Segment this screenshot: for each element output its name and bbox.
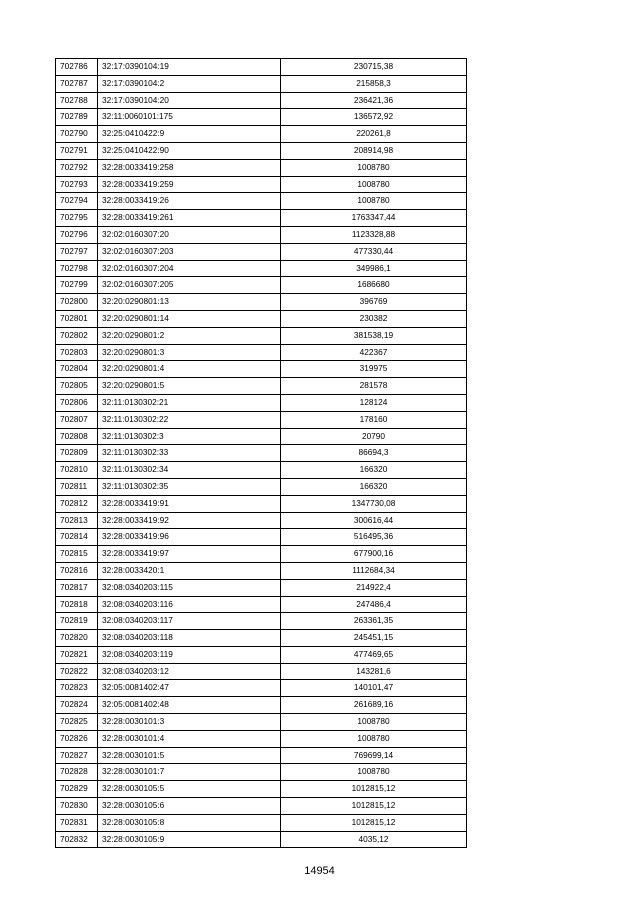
cadastral-number-cell: 32:02:0160307:205 — [98, 277, 281, 294]
cadastral-value-cell: 178160 — [281, 411, 467, 428]
cadastral-number-cell: 32:11:0130302:22 — [98, 411, 281, 428]
table-row — [56, 529, 467, 546]
table-row — [56, 630, 467, 647]
cadastral-number-cell: 32:28:0033419:91 — [98, 495, 281, 512]
table-row — [56, 109, 467, 126]
table-row — [56, 411, 467, 428]
table-row — [56, 142, 467, 159]
cadastral-number-cell: 32:25:0410422:90 — [98, 142, 281, 159]
row-number-cell: 702808 — [56, 428, 98, 445]
cadastral-number-cell: 32:20:0290801:5 — [98, 378, 281, 395]
cadastral-number-cell: 32:28:0033419:261 — [98, 210, 281, 227]
cadastral-number-cell: 32:11:0130302:33 — [98, 445, 281, 462]
cadastral-value-cell: 86694,3 — [281, 445, 467, 462]
row-number-cell: 702818 — [56, 596, 98, 613]
cadastral-value-cell: 1012815,12 — [281, 798, 467, 815]
cadastral-number-cell: 32:28:0030101:5 — [98, 747, 281, 764]
cadastral-value-cell: 516495,36 — [281, 529, 467, 546]
table-row — [56, 697, 467, 714]
row-number-cell: 702806 — [56, 394, 98, 411]
cadastral-number-cell: 32:08:0340203:117 — [98, 613, 281, 630]
cadastral-number-cell: 32:28:0033419:97 — [98, 546, 281, 563]
row-number-cell: 702797 — [56, 243, 98, 260]
cadastral-value-cell: 245451,15 — [281, 630, 467, 647]
cadastral-value-cell: 208914,98 — [281, 142, 467, 159]
table-row — [56, 462, 467, 479]
table-row — [56, 75, 467, 92]
table-row — [56, 714, 467, 731]
cadastral-value-cell: 1012815,12 — [281, 814, 467, 831]
cadastral-number-cell: 32:28:0030105:8 — [98, 814, 281, 831]
cadastral-number-cell: 32:28:0030101:4 — [98, 730, 281, 747]
cadastral-value-cell: 319975 — [281, 361, 467, 378]
cadastral-number-cell: 32:08:0340203:116 — [98, 596, 281, 613]
table-row — [56, 798, 467, 815]
cadastral-value-cell: 215858,3 — [281, 75, 467, 92]
row-number-cell: 702825 — [56, 714, 98, 731]
table-row — [56, 394, 467, 411]
table-row — [56, 126, 467, 143]
cadastral-number-cell: 32:11:0130302:34 — [98, 462, 281, 479]
table-row — [56, 243, 467, 260]
table-row — [56, 562, 467, 579]
table-row — [56, 193, 467, 210]
row-number-cell: 702813 — [56, 512, 98, 529]
table-row — [56, 781, 467, 798]
table-row — [56, 730, 467, 747]
table-row — [56, 92, 467, 109]
row-number-cell: 702827 — [56, 747, 98, 764]
table-row — [56, 294, 467, 311]
row-number-cell: 702814 — [56, 529, 98, 546]
row-number-cell: 702828 — [56, 764, 98, 781]
row-number-cell: 702796 — [56, 226, 98, 243]
table-row — [56, 226, 467, 243]
cadastral-value-cell: 140101,47 — [281, 680, 467, 697]
cadastral-number-cell: 32:11:0130302:35 — [98, 478, 281, 495]
cadastral-value-cell: 136572,92 — [281, 109, 467, 126]
table-row — [56, 680, 467, 697]
cadastral-value-cell: 677900,16 — [281, 546, 467, 563]
cadastral-number-cell: 32:17:0390104:2 — [98, 75, 281, 92]
cadastral-value-cell: 1008780 — [281, 730, 467, 747]
cadastral-value-cell: 230715,38 — [281, 59, 467, 76]
cadastral-number-cell: 32:20:0290801:13 — [98, 294, 281, 311]
row-number-cell: 702793 — [56, 176, 98, 193]
cadastral-value-cell: 477469,65 — [281, 646, 467, 663]
cadastral-number-cell: 32:28:0033419:259 — [98, 176, 281, 193]
row-number-cell: 702810 — [56, 462, 98, 479]
table-row — [56, 764, 467, 781]
table-row — [56, 663, 467, 680]
cadastral-number-cell: 32:11:0060101:175 — [98, 109, 281, 126]
cadastral-value-cell: 166320 — [281, 478, 467, 495]
cadastral-value-cell: 214922,4 — [281, 579, 467, 596]
cadastral-number-cell: 32:17:0390104:19 — [98, 59, 281, 76]
cadastral-number-cell: 32:02:0160307:20 — [98, 226, 281, 243]
cadastral-value-cell: 1008780 — [281, 764, 467, 781]
table-row — [56, 512, 467, 529]
cadastral-number-cell: 32:28:0033419:26 — [98, 193, 281, 210]
row-number-cell: 702823 — [56, 680, 98, 697]
cadastral-value-cell: 1012815,12 — [281, 781, 467, 798]
row-number-cell: 702790 — [56, 126, 98, 143]
row-number-cell: 702789 — [56, 109, 98, 126]
cadastral-value-cell: 422367 — [281, 344, 467, 361]
table-row — [56, 428, 467, 445]
cadastral-number-cell: 32:28:0030105:6 — [98, 798, 281, 815]
row-number-cell: 702799 — [56, 277, 98, 294]
cadastral-number-cell: 32:20:0290801:4 — [98, 361, 281, 378]
row-number-cell: 702815 — [56, 546, 98, 563]
cadastral-value-cell: 477330,44 — [281, 243, 467, 260]
row-number-cell: 702816 — [56, 562, 98, 579]
cadastral-number-cell: 32:11:0130302:21 — [98, 394, 281, 411]
row-number-cell: 702794 — [56, 193, 98, 210]
cadastral-value-cell: 143281,6 — [281, 663, 467, 680]
table-row — [56, 176, 467, 193]
cadastral-number-cell: 32:08:0340203:118 — [98, 630, 281, 647]
cadastral-number-cell: 32:05:0081402:47 — [98, 680, 281, 697]
cadastral-value-cell: 1763347,44 — [281, 210, 467, 227]
cadastral-value-cell: 381538,19 — [281, 327, 467, 344]
page-number: 14954 — [304, 865, 335, 877]
cadastral-value-cell: 20790 — [281, 428, 467, 445]
table-row — [56, 344, 467, 361]
table-row — [56, 646, 467, 663]
cadastral-number-cell: 32:28:0030105:5 — [98, 781, 281, 798]
row-number-cell: 702811 — [56, 478, 98, 495]
cadastral-value-cell: 1008780 — [281, 159, 467, 176]
cadastral-number-cell: 32:28:0033419:96 — [98, 529, 281, 546]
cadastral-value-cell: 263361,35 — [281, 613, 467, 630]
row-number-cell: 702824 — [56, 697, 98, 714]
cadastral-number-cell: 32:28:0030101:3 — [98, 714, 281, 731]
cadastral-value-table — [55, 58, 467, 848]
cadastral-value-cell: 220261,8 — [281, 126, 467, 143]
table-row — [56, 310, 467, 327]
row-number-cell: 702805 — [56, 378, 98, 395]
row-number-cell: 702821 — [56, 646, 98, 663]
row-number-cell: 702803 — [56, 344, 98, 361]
row-number-cell: 702831 — [56, 814, 98, 831]
table-row — [56, 361, 467, 378]
table-row — [56, 445, 467, 462]
cadastral-number-cell: 32:02:0160307:204 — [98, 260, 281, 277]
table-row — [56, 546, 467, 563]
cadastral-number-cell: 32:28:0030105:9 — [98, 831, 281, 848]
row-number-cell: 702795 — [56, 210, 98, 227]
row-number-cell: 702829 — [56, 781, 98, 798]
cadastral-number-cell: 32:05:0081402:48 — [98, 697, 281, 714]
table-row — [56, 59, 467, 76]
cadastral-value-cell: 349986,1 — [281, 260, 467, 277]
cadastral-number-cell: 32:20:0290801:3 — [98, 344, 281, 361]
row-number-cell: 702807 — [56, 411, 98, 428]
row-number-cell: 702792 — [56, 159, 98, 176]
table-row — [56, 579, 467, 596]
cadastral-value-cell: 1347730,08 — [281, 495, 467, 512]
row-number-cell: 702791 — [56, 142, 98, 159]
table-row — [56, 210, 467, 227]
cadastral-value-cell: 236421,36 — [281, 92, 467, 109]
row-number-cell: 702786 — [56, 59, 98, 76]
cadastral-value-cell: 396769 — [281, 294, 467, 311]
row-number-cell: 702787 — [56, 75, 98, 92]
cadastral-value-cell: 128124 — [281, 394, 467, 411]
row-number-cell: 702832 — [56, 831, 98, 848]
row-number-cell: 702820 — [56, 630, 98, 647]
cadastral-value-cell: 300616,44 — [281, 512, 467, 529]
table-row — [56, 260, 467, 277]
cadastral-number-cell: 32:08:0340203:115 — [98, 579, 281, 596]
row-number-cell: 702802 — [56, 327, 98, 344]
cadastral-number-cell: 32:28:0033419:258 — [98, 159, 281, 176]
cadastral-value-cell: 247486,4 — [281, 596, 467, 613]
cadastral-value-cell: 1008780 — [281, 176, 467, 193]
cadastral-number-cell: 32:08:0340203:119 — [98, 646, 281, 663]
table-row — [56, 596, 467, 613]
row-number-cell: 702801 — [56, 310, 98, 327]
cadastral-value-cell: 1123328,88 — [281, 226, 467, 243]
table-row — [56, 613, 467, 630]
cadastral-number-cell: 32:20:0290801:2 — [98, 327, 281, 344]
cadastral-number-cell: 32:17:0390104:20 — [98, 92, 281, 109]
row-number-cell: 702830 — [56, 798, 98, 815]
cadastral-value-cell: 230382 — [281, 310, 467, 327]
cadastral-value-cell: 166320 — [281, 462, 467, 479]
cadastral-number-cell: 32:28:0033420:1 — [98, 562, 281, 579]
table-body — [56, 59, 467, 848]
row-number-cell: 702798 — [56, 260, 98, 277]
cadastral-value-cell: 281578 — [281, 378, 467, 395]
cadastral-value-cell: 1112684,34 — [281, 562, 467, 579]
row-number-cell: 702826 — [56, 730, 98, 747]
table-row — [56, 159, 467, 176]
cadastral-number-cell: 32:11:0130302:3 — [98, 428, 281, 445]
cadastral-value-cell: 4035,12 — [281, 831, 467, 848]
cadastral-number-cell: 32:28:0030101:7 — [98, 764, 281, 781]
row-number-cell: 702812 — [56, 495, 98, 512]
table-row — [56, 378, 467, 395]
row-number-cell: 702819 — [56, 613, 98, 630]
row-number-cell: 702809 — [56, 445, 98, 462]
table-row — [56, 478, 467, 495]
cadastral-value-cell: 769699,14 — [281, 747, 467, 764]
cadastral-number-cell: 32:25:0410422:9 — [98, 126, 281, 143]
cadastral-number-cell: 32:20:0290801:14 — [98, 310, 281, 327]
table-row — [56, 495, 467, 512]
table-row — [56, 327, 467, 344]
table-row — [56, 814, 467, 831]
cadastral-number-cell: 32:02:0160307:203 — [98, 243, 281, 260]
cadastral-value-cell: 1008780 — [281, 714, 467, 731]
cadastral-value-cell: 1686680 — [281, 277, 467, 294]
row-number-cell: 702822 — [56, 663, 98, 680]
cadastral-value-cell: 1008780 — [281, 193, 467, 210]
table-row — [56, 831, 467, 848]
cadastral-value-cell: 261689,16 — [281, 697, 467, 714]
table-row — [56, 747, 467, 764]
cadastral-number-cell: 32:08:0340203:12 — [98, 663, 281, 680]
row-number-cell: 702817 — [56, 579, 98, 596]
row-number-cell: 702800 — [56, 294, 98, 311]
row-number-cell: 702804 — [56, 361, 98, 378]
table-row — [56, 277, 467, 294]
row-number-cell: 702788 — [56, 92, 98, 109]
cadastral-number-cell: 32:28:0033419:92 — [98, 512, 281, 529]
